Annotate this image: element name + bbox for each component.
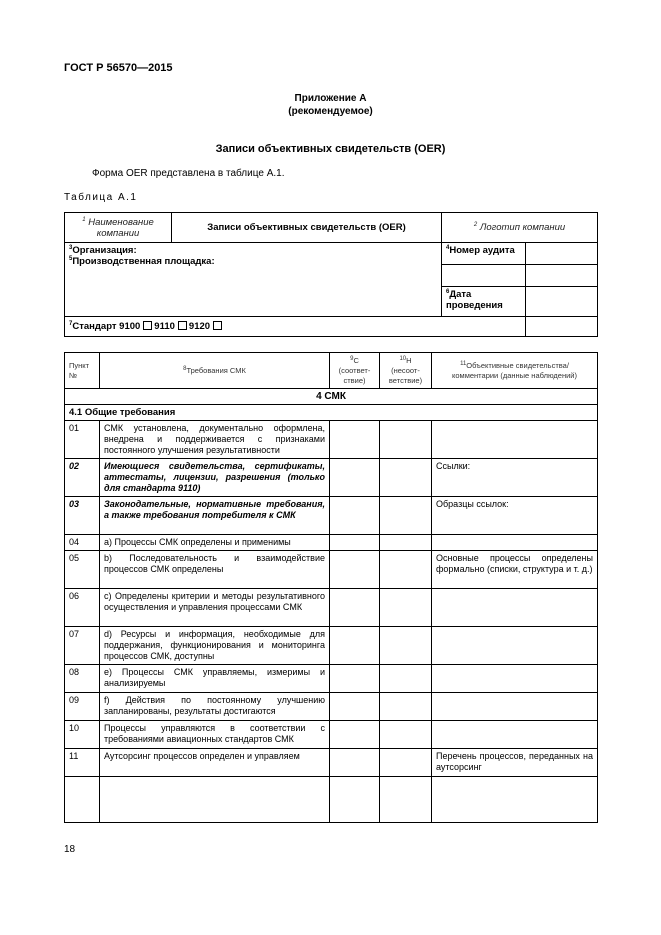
row-evidence[interactable]: Основные процессы определены формально (списки, структура и т. д.) [432, 551, 598, 589]
row-evidence[interactable] [432, 589, 598, 627]
header-requirements: $^8$Требования СМК [100, 353, 330, 389]
oer-form-table [64, 212, 598, 337]
row-requirement: f) Действия по постоянному улучшению запланированы, результаты достигаются [100, 693, 330, 721]
logo-cell[interactable] [442, 213, 598, 243]
footnote-marker: 1 [82, 216, 86, 223]
footnote-marker: 2 [473, 222, 478, 228]
section-heading: 4 СМК [65, 389, 598, 405]
standard-9120-label: 9120 [188, 321, 211, 332]
standard-extra-field[interactable] [526, 317, 598, 337]
row-evidence[interactable] [432, 665, 598, 693]
row-number: 11 [65, 749, 100, 777]
row-requirement: e) Процессы СМК управляемы, измеримы и анализируемы [100, 665, 330, 693]
appendix-heading [0, 92, 661, 118]
row-number: 05 [65, 551, 100, 589]
appendix-subtitle: (рекомендуемое) [288, 106, 373, 117]
intro-text: Форма OER представлена в таблице А.1. [92, 168, 285, 179]
row-requirement: b) Последовательность и взаимодействие процессов СМК определены [100, 551, 330, 589]
row-requirement: СМК установлена, документально оформлена, внедрена и поддерживается с признаками постоянного улучшения результативности [100, 421, 330, 459]
row-c-cell[interactable] [330, 535, 380, 551]
audit-date-label-cell [442, 287, 526, 317]
row-number: 08 [65, 665, 100, 693]
table-row [65, 497, 598, 535]
row-n-cell[interactable] [380, 459, 432, 497]
footnote-marker: 4 [446, 245, 450, 251]
form-center-title [172, 213, 442, 243]
row-c-cell[interactable] [330, 749, 380, 777]
row-c-cell[interactable] [330, 589, 380, 627]
row-number[interactable] [65, 777, 100, 823]
row-number: 04 [65, 535, 100, 551]
row-number: 09 [65, 693, 100, 721]
audit-number-label: Номер аудита [449, 245, 515, 256]
table-row [65, 535, 598, 551]
row-requirement: c) Определены критерии и методы результативного осуществления и управления процессами СМК [100, 589, 330, 627]
table-row [65, 693, 598, 721]
footnote-marker: 7 [69, 321, 73, 327]
row-requirement: Имеющиеся свидетельства, сертификаты, аттестаты, лицензии, разрешения (только для стандарта 9110) [100, 459, 330, 497]
row-number: 02 [65, 459, 100, 497]
row-c-cell[interactable] [330, 777, 380, 823]
row-requirement: a) Процессы СМК определены и применимы [100, 535, 330, 551]
table-row [65, 749, 598, 777]
requirements-table [64, 352, 598, 823]
document-header: ГОСТ Р 56570—2015 [64, 62, 173, 74]
footnote-marker: 5 [69, 256, 73, 262]
standard-cell [65, 317, 526, 337]
standard-9120-checkbox[interactable] [213, 321, 222, 330]
row-n-cell[interactable] [380, 551, 432, 589]
organization-label: Организация: [72, 245, 137, 256]
standard-9110-label: 9110 [154, 321, 175, 332]
row-number: 03 [65, 497, 100, 535]
organization-cell[interactable] [65, 243, 442, 317]
table-row [65, 589, 598, 627]
subsection-heading: 4.1 Общие требования [65, 405, 598, 421]
row-n-cell[interactable] [380, 693, 432, 721]
row-n-cell[interactable] [380, 721, 432, 749]
row-c-cell[interactable] [330, 627, 380, 665]
table-caption: Таблица А.1 [64, 192, 138, 203]
row-number: 01 [65, 421, 100, 459]
footnote-marker: 6 [446, 289, 450, 295]
standard-9100-checkbox[interactable] [143, 321, 152, 330]
row-evidence[interactable] [432, 421, 598, 459]
row-c-cell[interactable] [330, 721, 380, 749]
company-name-label: Наименование компании [88, 216, 154, 239]
standard-label: Стандарт 9100 [72, 321, 141, 332]
row-n-cell[interactable] [380, 749, 432, 777]
header-item: Пункт № [65, 353, 100, 389]
appendix-title: Приложение А [294, 93, 367, 104]
header-c: $^9$С (соответ-ствие) [330, 353, 380, 389]
row-n-cell[interactable] [380, 421, 432, 459]
row-evidence[interactable] [432, 693, 598, 721]
site-label: Производственная площадка: [72, 256, 215, 267]
page-title: Записи объективных свидетельств (OER) [215, 143, 446, 155]
row-number: 06 [65, 589, 100, 627]
table-row [65, 721, 598, 749]
table-row [65, 421, 598, 459]
row-n-cell[interactable] [380, 777, 432, 823]
row-evidence[interactable] [432, 777, 598, 823]
table-row [65, 459, 598, 497]
row-requirement: d) Ресурсы и информация, необходимые для поддержания, функционирования и мониторинга процессов СМК, доступны [100, 627, 330, 665]
row-c-cell[interactable] [330, 665, 380, 693]
audit-date-label: Дата проведения [446, 289, 503, 311]
page-number: 18 [64, 844, 76, 855]
row-n-cell[interactable] [380, 627, 432, 665]
footnote-marker: 3 [69, 245, 73, 251]
row-evidence[interactable]: Перечень процессов, переданных на аутсорсинг [432, 749, 598, 777]
row-n-cell[interactable] [380, 535, 432, 551]
row-evidence[interactable]: Образцы ссылок: [432, 497, 598, 535]
audit-date-field[interactable] [526, 287, 598, 317]
table-row [65, 665, 598, 693]
row-number: 07 [65, 627, 100, 665]
row-n-cell[interactable] [380, 665, 432, 693]
table-row-empty [65, 777, 598, 823]
row-requirement: Законодательные, нормативные требования, а также требования потребителя к СМК [100, 497, 330, 535]
audit-extra-field-2[interactable] [526, 265, 598, 287]
row-n-cell[interactable] [380, 589, 432, 627]
form-title-text: Записи объективных свидетельств (OER) [207, 222, 406, 233]
audit-extra-field[interactable] [442, 265, 526, 287]
row-c-cell[interactable] [330, 459, 380, 497]
row-evidence[interactable]: Ссылки: [432, 459, 598, 497]
row-c-cell[interactable] [330, 497, 380, 535]
row-number: 10 [65, 721, 100, 749]
row-n-cell[interactable] [380, 497, 432, 535]
row-evidence[interactable] [432, 721, 598, 749]
row-requirement: Процессы управляются в соответствии с требованиями авиационных стандартов СМК [100, 721, 330, 749]
table-header-row [65, 353, 598, 389]
row-c-cell[interactable] [330, 693, 380, 721]
company-name-cell[interactable] [65, 213, 172, 243]
row-evidence[interactable] [432, 535, 598, 551]
table-row [65, 627, 598, 665]
standard-9110-checkbox[interactable] [178, 321, 187, 330]
row-c-cell[interactable] [330, 421, 380, 459]
audit-number-field[interactable] [526, 243, 598, 265]
row-evidence[interactable] [432, 627, 598, 665]
header-n: $^{10}$Н (несоот-ветствие) [380, 353, 432, 389]
header-evidence: $^{11}$Объективные свидетельства/ комментарии (данные наблюдений) [432, 353, 598, 389]
logo-label: Логотип компании [479, 222, 566, 233]
table-row [65, 551, 598, 589]
row-requirement: Аутсорсинг процессов определен и управляем [100, 749, 330, 777]
row-requirement[interactable] [100, 777, 330, 823]
audit-number-label-cell [442, 243, 526, 265]
row-c-cell[interactable] [330, 551, 380, 589]
